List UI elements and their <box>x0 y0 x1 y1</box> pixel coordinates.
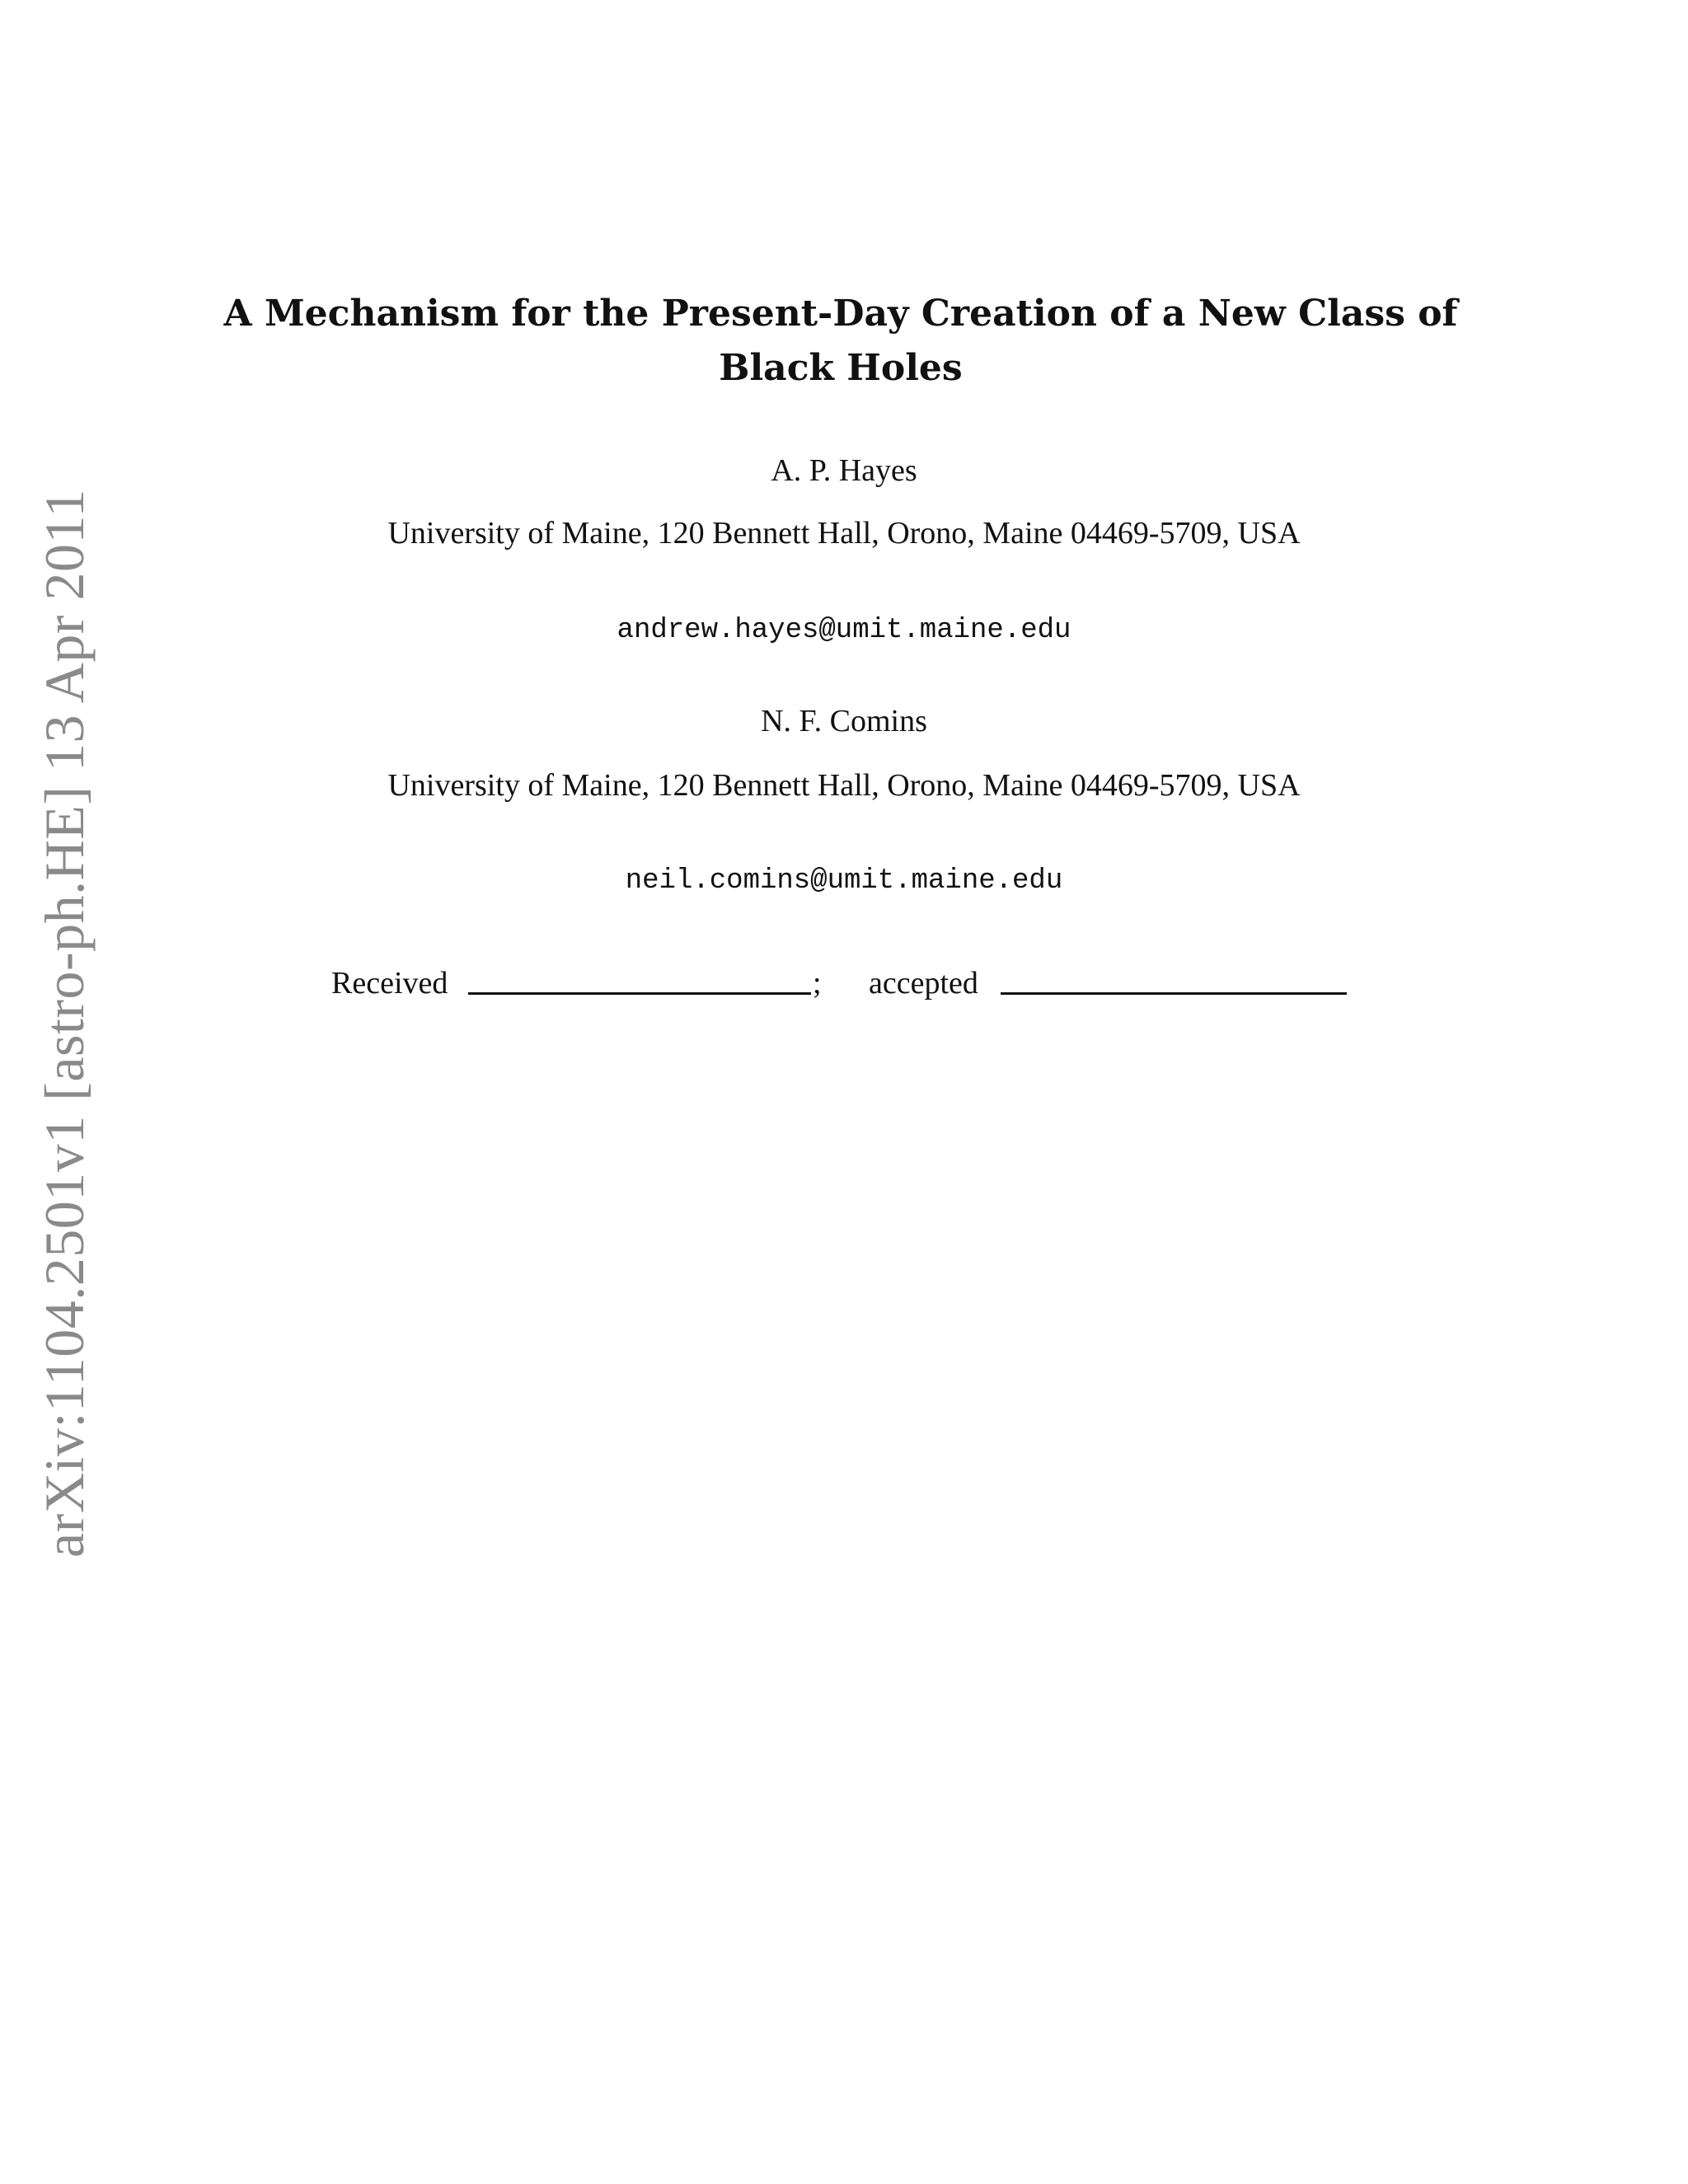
arxiv-margin-stamp: arXiv:1104.2501v1 [astro-ph.HE] 13 Apr 2011 <box>33 489 96 1558</box>
author-name-2: N. F. Comins <box>761 704 927 738</box>
paper-title: A Mechanism for the Present-Day Creation of a New Class of Black Holes <box>223 293 1458 389</box>
received-label: Received <box>331 966 448 1001</box>
author-affiliation-2: University of Maine, 120 Bennett Hall, Orono, Maine 04469-5709, USA <box>387 768 1301 803</box>
author-name-1: A. P. Hayes <box>771 453 917 488</box>
accepted-label: accepted <box>869 966 978 1001</box>
author-email-2[interactable]: neil.comins@umit.maine.edu <box>625 865 1063 897</box>
author-email-1[interactable]: andrew.hayes@umit.maine.edu <box>617 615 1071 646</box>
accepted-date-blank <box>1001 992 1347 995</box>
received-separator: ; <box>813 966 822 1001</box>
submission-dates-row <box>331 963 1362 1009</box>
received-date-blank <box>468 992 811 995</box>
author-affiliation-1: University of Maine, 120 Bennett Hall, Orono, Maine 04469-5709, USA <box>387 516 1301 551</box>
